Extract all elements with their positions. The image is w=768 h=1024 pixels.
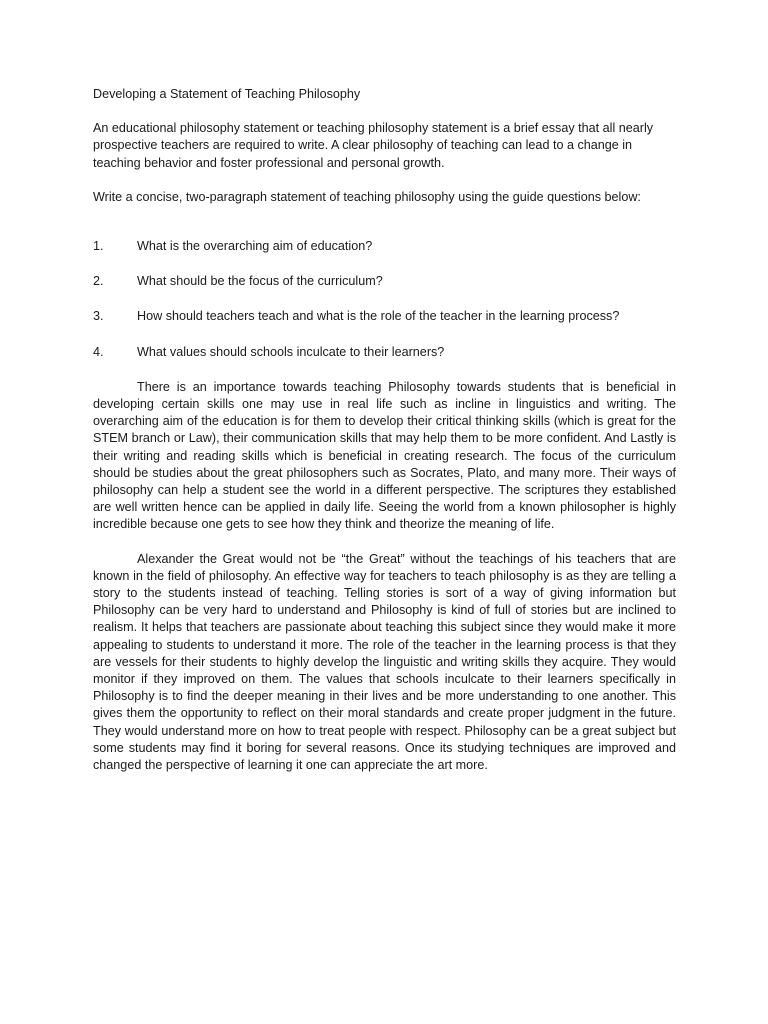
guide-question	[93, 344, 676, 361]
question-text: How should teachers teach and what is the role of the teacher in the learning process?	[137, 309, 620, 324]
question-number: 1.	[93, 239, 104, 254]
question-text: What should be the focus of the curriculum?	[137, 274, 383, 289]
question-text: What values should schools inculcate to their learners?	[137, 344, 445, 359]
essay-paragraph-1: There is an importance towards teaching Philosophy towards students that is beneficial in developing certain skills one may use in real life such as incline in linguistics and writing. The overarching aim of the education is for them to develop their critical thinking skills (which is great for the STEM branch or Law), their communication skills that may help them to be more confident. And Lastly is their writing and reading skills which is beneficial in creating research. The focus of the curriculum should be studies about the great philosophers such as Socrates, Plato, and many more. Their ways of philosophy can help a student see the world in a different perspective. The scriptures they established are well written hence can be applied in daily life. Seeing the world from a known philosopher is highly incredible because one gets to see how they think and theorize the meaning of life.	[93, 379, 676, 532]
guide-question	[93, 273, 676, 290]
document-page	[93, 86, 676, 791]
question-number: 2.	[93, 274, 104, 289]
guide-question	[93, 308, 676, 325]
guide-questions-list	[93, 238, 676, 361]
intro-paragraph: An educational philosophy statement or teaching philosophy statement is a brief essay that all nearly prospective teachers are required to write. A clear philosophy of teaching can lead to a change in teaching behavior and foster professional and personal growth.	[93, 121, 654, 170]
question-number: 3.	[93, 309, 104, 324]
instruction-paragraph: Write a concise, two-paragraph statement of teaching philosophy using the guide questions below:	[93, 189, 641, 204]
question-number: 4.	[93, 344, 104, 359]
essay-paragraph-2: Alexander the Great would not be “the Great” without the teachings of his teachers that are known in the field of philosophy. An effective way for teachers to teach philosophy is as they are telling a story to the students instead of teaching. Telling stories is sort of a way of giving information but Philosophy can be very hard to understand and Philosophy is kind of full of stories but are inclined to realism. It helps that teachers are passionate about teaching this subject since they would make it more appealing to students to understand it more. The role of the teacher in the learning process is that they are vessels for their students to highly develop the linguistic and writing skills they acquire. They would monitor if they improved on them. The values that schools inculcate to their learners specifically in Philosophy is to find the deeper meaning in their lives and be more understanding to one another. This gives them the opportunity to reflect on their moral standards and create proper judgment in the future. They would understand more on how to treat people with respect. Philosophy can be a great subject but some students may find it boring for several reasons. Once its studying techniques are improved and changed the perspective of learning it one can appreciate the art more.	[93, 551, 676, 773]
guide-question	[93, 238, 676, 255]
question-text: What is the overarching aim of education?	[137, 239, 373, 254]
document-title: Developing a Statement of Teaching Philosophy	[93, 87, 361, 101]
